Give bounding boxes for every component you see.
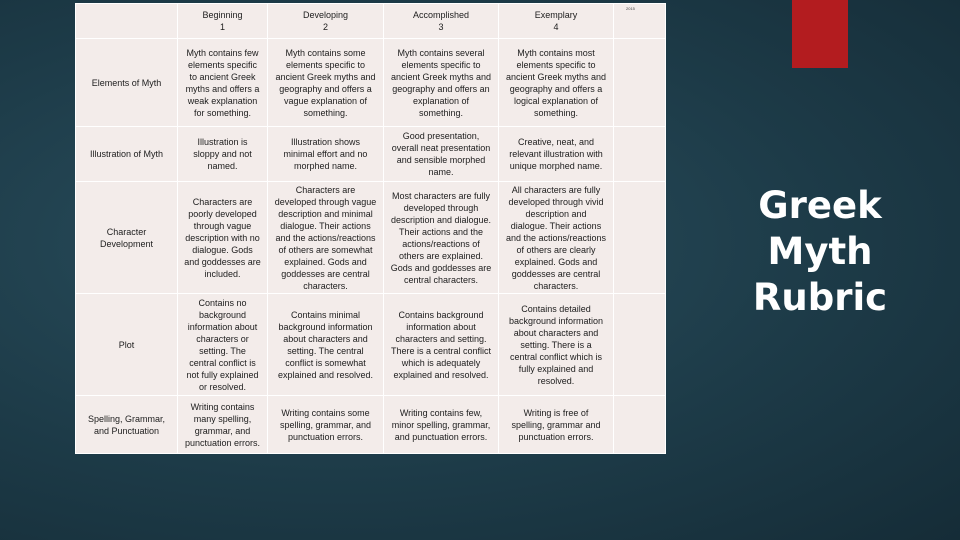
table-row — [76, 294, 666, 396]
table-row — [76, 182, 666, 294]
rubric-table — [75, 3, 665, 453]
header-level-beginning: Beginning 1 — [178, 4, 268, 39]
slide-title: Greek Myth Rubric — [752, 184, 888, 319]
table-row — [76, 396, 666, 454]
rubric-cell: Characters are developed through vague description and minimal dialogue. Their actions and the actions/reactions of others are somewhat explained. Gods and goddesses are central characters. — [268, 182, 384, 294]
rubric-cell: Characters are poorly developed through vague description with no dialogue. Gods and goddesses are included. — [178, 182, 268, 294]
empty-cell — [614, 396, 666, 454]
rubric-cell: Myth contains few elements specific to ancient Greek myths and offers a weak explanation for something. — [178, 39, 268, 127]
header-row — [76, 4, 666, 39]
rubric-cell: Writing contains few, minor spelling, grammar, and punctuation errors. — [384, 396, 499, 454]
empty-cell — [614, 182, 666, 294]
rubric-cell: Myth contains some elements specific to ancient Greek myths and geography and offers a vague explanation of something. — [268, 39, 384, 127]
rubric-cell: Writing contains some spelling, grammar, and punctuation errors. — [268, 396, 384, 454]
header-level-accomplished: Accomplished 3 — [384, 4, 499, 39]
table-row — [76, 127, 666, 182]
criterion-plot: Plot — [76, 294, 178, 396]
rubric-cell: Most characters are fully developed through description and dialogue. Their actions and the actions/reactions of others are explained. Gods and goddesses are central characters. — [384, 182, 499, 294]
header-level-developing: Developing 2 — [268, 4, 384, 39]
rubric-cell: Illustration shows minimal effort and no morphed name. — [268, 127, 384, 182]
rubric-cell: Contains no background information about characters or setting. The central conflict is not fully explained or resolved. — [178, 294, 268, 396]
header-level-exemplary: Exemplary 4 — [499, 4, 614, 39]
red-accent-tab — [792, 0, 848, 68]
rubric-cell: Good presentation, overall neat presentation and sensible morphed name. — [384, 127, 499, 182]
rubric-cell: All characters are fully developed through vivid description and dialogue. Their actions and the actions/reactions of others are clearly explained. Gods and goddesses are central characters. — [499, 182, 614, 294]
empty-cell — [614, 127, 666, 182]
empty-cell — [614, 39, 666, 127]
criterion-character-development: Character Development — [76, 182, 178, 294]
rubric-cell: Creative, neat, and relevant illustration with unique morphed name. — [499, 127, 614, 182]
rubric-cell: Writing is free of spelling, grammar and punctuation errors. — [499, 396, 614, 454]
rubric-cell: Writing contains many spelling, grammar, and punctuation errors. — [178, 396, 268, 454]
rubric-cell: Myth contains most elements specific to ancient Greek myths and geography and offers a logical explanation of something. — [499, 39, 614, 127]
header-extra-cell — [614, 4, 666, 39]
rubric-cell: Contains background information about characters and setting. There is a central conflict which is adequately explained and resolved. — [384, 294, 499, 396]
rubric-cell: Contains minimal background information about characters and setting. The central conflict is somewhat explained and resolved. — [268, 294, 384, 396]
empty-cell — [614, 294, 666, 396]
rubric-cell: Illustration is sloppy and not named. — [178, 127, 268, 182]
corner-mark: 2015 — [626, 6, 635, 11]
header-corner-cell — [76, 4, 178, 39]
rubric-cell: Contains detailed background information about characters and setting. There is a central conflict which is fully explained and resolved. — [499, 294, 614, 396]
criterion-illustration-of-myth: Illustration of Myth — [76, 127, 178, 182]
criterion-elements-of-myth: Elements of Myth — [76, 39, 178, 127]
criterion-spelling-grammar-punctuation: Spelling, Grammar, and Punctuation — [76, 396, 178, 454]
table-row — [76, 39, 666, 127]
rubric-cell: Myth contains several elements specific to ancient Greek myths and geography and offers an explanation of something. — [384, 39, 499, 127]
